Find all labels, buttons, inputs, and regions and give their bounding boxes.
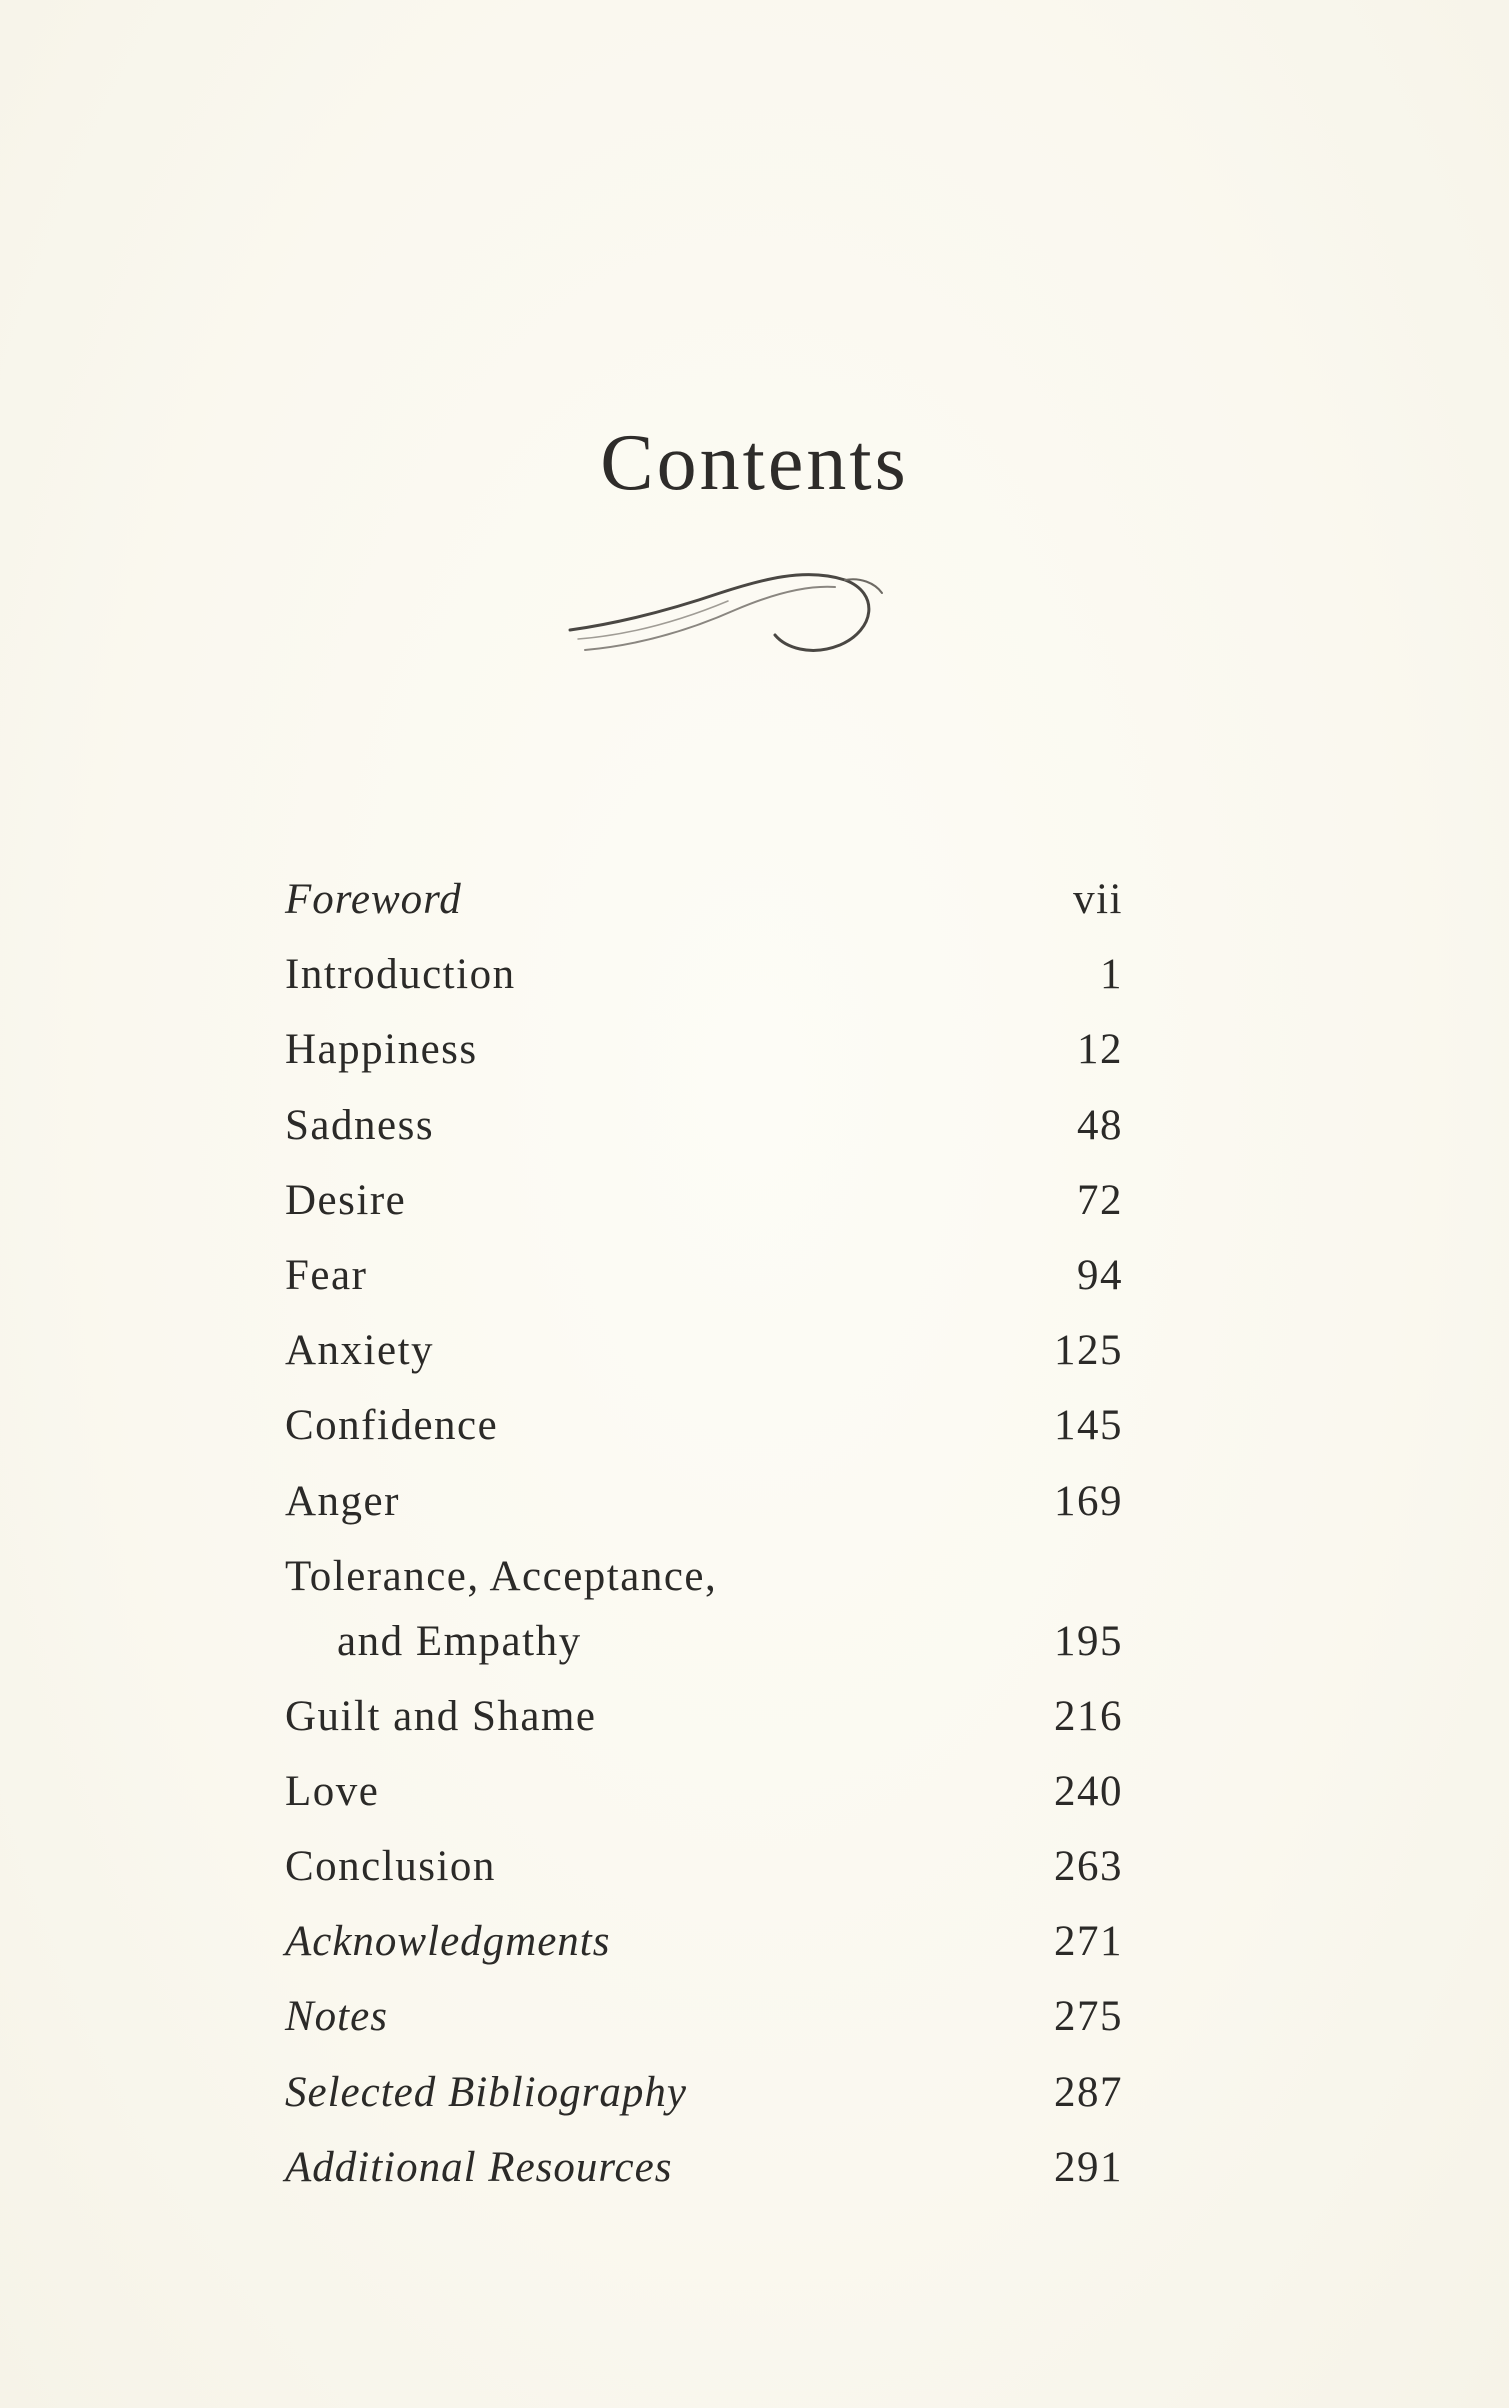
toc-entry bbox=[285, 937, 1123, 1012]
toc-entry-title-text: Selected Bibliography bbox=[285, 2068, 687, 2116]
table-of-contents bbox=[285, 862, 1123, 2205]
toc-entry-title bbox=[285, 1388, 498, 1463]
toc-entry-page-number: 1 bbox=[1100, 951, 1123, 999]
toc-entry-title-text: Fear bbox=[285, 1251, 368, 1299]
toc-entry-page-number: 195 bbox=[1054, 1617, 1123, 1665]
toc-entry-title bbox=[285, 1679, 597, 1754]
toc-entry-page-number: 72 bbox=[1077, 1176, 1123, 1224]
toc-entry bbox=[285, 1163, 1123, 1238]
toc-entry-page-number: vii bbox=[1073, 876, 1123, 923]
toc-entry bbox=[285, 1829, 1123, 1904]
toc-entry bbox=[285, 2055, 1123, 2130]
toc-entry bbox=[285, 1012, 1123, 1087]
toc-entry-page-number: 125 bbox=[1054, 1327, 1123, 1375]
toc-entry-page-number: 275 bbox=[1054, 1993, 1123, 2041]
toc-entry-title bbox=[285, 1313, 434, 1388]
toc-entry-title-continuation: and Empathy bbox=[337, 1617, 582, 1665]
toc-entry-page-number: 145 bbox=[1054, 1402, 1123, 1450]
toc-entry-title-text: Notes bbox=[285, 1993, 388, 2041]
toc-entry bbox=[285, 1313, 1123, 1388]
toc-entry-title-text: Acknowledgments bbox=[285, 1918, 611, 1966]
toc-entry-title-text: Additional Resources bbox=[285, 2143, 673, 2191]
toc-entry bbox=[285, 1979, 1123, 2054]
toc-entry-title bbox=[285, 1464, 400, 1539]
toc-entry bbox=[285, 1754, 1123, 1829]
toc-entry-title-text: Happiness bbox=[285, 1026, 478, 1074]
toc-entry-page-number: 240 bbox=[1054, 1767, 1123, 1815]
toc-entry-page-number: 263 bbox=[1054, 1843, 1123, 1891]
toc-entry-page-number: 48 bbox=[1077, 1101, 1123, 1149]
toc-entry bbox=[285, 1464, 1123, 1539]
toc-entry-title-text: Confidence bbox=[285, 1402, 499, 1450]
toc-entry-title bbox=[285, 1904, 610, 1979]
toc-entry bbox=[285, 1088, 1123, 1163]
toc-entry-title bbox=[285, 1544, 717, 1674]
toc-entry-title-text: Conclusion bbox=[285, 1843, 496, 1891]
toc-entry-title-text: Guilt and Shame bbox=[285, 1692, 597, 1740]
toc-entry bbox=[285, 2130, 1123, 2205]
toc-entry-title-text: Anxiety bbox=[285, 1327, 435, 1375]
toc-entry bbox=[285, 1388, 1123, 1463]
toc-entry-title-text: Love bbox=[285, 1767, 380, 1815]
page-title: Contents bbox=[600, 419, 909, 507]
toc-entry-title bbox=[285, 1238, 367, 1313]
toc-entry-title bbox=[285, 2055, 687, 2130]
toc-entry bbox=[285, 1904, 1123, 1979]
toc-entry-title bbox=[285, 1163, 406, 1238]
toc-entry-title bbox=[285, 937, 516, 1012]
toc-entry bbox=[285, 1679, 1123, 1754]
toc-entry bbox=[285, 1539, 1123, 1679]
toc-entry-title bbox=[285, 1754, 379, 1829]
toc-entry-title-text: Introduction bbox=[285, 951, 516, 999]
toc-entry bbox=[285, 862, 1123, 937]
toc-entry-page-number: 12 bbox=[1077, 1026, 1123, 1074]
toc-entry-page-number: 271 bbox=[1054, 1918, 1123, 1966]
toc-entry-title bbox=[285, 1012, 478, 1087]
toc-entry-title bbox=[285, 2130, 672, 2205]
toc-entry-title bbox=[285, 862, 462, 937]
toc-entry-title bbox=[285, 1829, 496, 1904]
toc-entry-title bbox=[285, 1979, 388, 2054]
toc-entry bbox=[285, 1238, 1123, 1313]
flourish-ornament bbox=[560, 555, 890, 675]
toc-entry-title-text: Tolerance, Acceptance, bbox=[285, 1552, 718, 1600]
toc-entry-page-number: 291 bbox=[1054, 2143, 1123, 2191]
toc-entry-page-number: 169 bbox=[1054, 1477, 1123, 1525]
toc-entry-title bbox=[285, 1088, 434, 1163]
toc-entry-title-text: Sadness bbox=[285, 1101, 435, 1149]
toc-entry-page-number: 94 bbox=[1077, 1251, 1123, 1299]
toc-entry-page-number: 216 bbox=[1054, 1692, 1123, 1740]
toc-entry-title-text: Foreword bbox=[285, 876, 462, 923]
toc-entry-title-text: Desire bbox=[285, 1176, 407, 1224]
toc-entry-title-text: Anger bbox=[285, 1477, 400, 1525]
toc-entry-page-number: 287 bbox=[1054, 2068, 1123, 2116]
